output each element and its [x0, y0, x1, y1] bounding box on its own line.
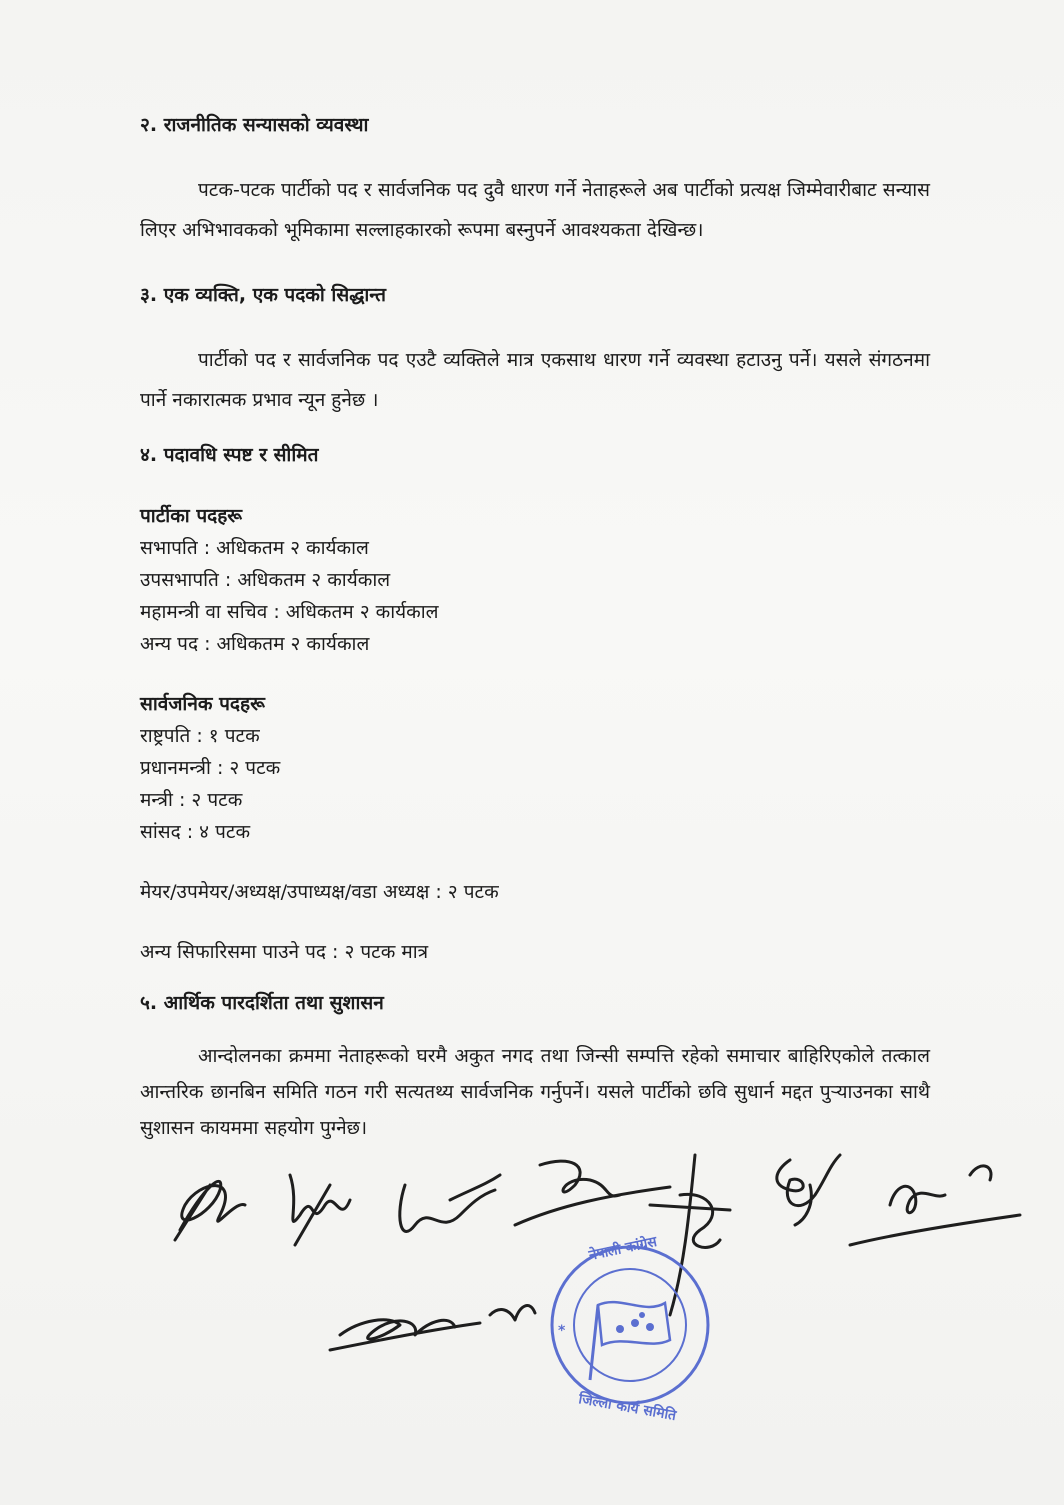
signature-area	[150, 1145, 1050, 1505]
section-5-heading: ५. आर्थिक पारदर्शिता तथा सुशासन	[140, 992, 384, 1014]
signature-1	[175, 1181, 245, 1240]
section-5-paragraph: आन्दोलनका क्रममा नेताहरूको घरमै अकुत नगद तथा जिन्सी सम्पत्ति रहेको समाचार बाहिरिएकोले तत्काल आन्तरिक छानबिन समिति गठन गरी सत्यतथ्य सार्वजनिक गर्नुपर्ने। यसले पार्टीको छवि सुधार्न मद्दत पुऱ्याउनका साथै सुशासन कायममा सहयोग पुग्नेछ।	[140, 1045, 930, 1139]
section-2-paragraph: पटक-पटक पार्टीको पद र सार्वजनिक पद दुवै धारण गर्ने नेताहरूले अब पार्टीको प्रत्यक्ष जिम्मेवारीबाट सन्यास लिएर अभिभावकको भूमिकामा सल्लाहकारको रूपमा बस्नुपर्ने आवश्यकता देखिन्छ।	[140, 179, 930, 241]
signature-8	[330, 1306, 535, 1350]
public-posts-title: सार्वजनिक पदहरू	[140, 693, 265, 715]
document-body	[140, 108, 930, 1146]
list-item: अन्य पद : अधिकतम २ कार्यकाल	[140, 633, 370, 655]
section-2-heading: २. राजनीतिक सन्यासको व्यवस्था	[140, 114, 369, 136]
list-item: राष्ट्रपति : १ पटक	[140, 725, 260, 747]
signature-3	[400, 1175, 500, 1231]
list-item: सभापति : अधिकतम २ कार्यकाल	[140, 537, 369, 559]
section-3-paragraph: पार्टीको पद र सार्वजनिक पद एउटै व्यक्तिले मात्र एकसाथ धारण गर्ने व्यवस्था हटाउनु पर्ने। यसले संगठनमा पार्ने नकारात्मक प्रभाव न्यून हुनेछ ।	[140, 349, 930, 411]
party-posts-title: पार्टीका पदहरू	[140, 505, 243, 527]
list-item: सांसद : ४ पटक	[140, 821, 251, 843]
list-item: उपसभापति : अधिकतम २ कार्यकाल	[140, 569, 391, 591]
seal-top-text: नेपाली कांग्रेस	[587, 1233, 659, 1264]
party-seal	[552, 1233, 708, 1424]
seal-bottom-text: जिल्ला कार्य समिति	[577, 1391, 678, 1425]
party-posts-list	[140, 532, 930, 660]
signature-2	[290, 1175, 350, 1245]
list-item: मन्त्री : २ पटक	[140, 789, 243, 811]
signature-7	[850, 1166, 1020, 1245]
section-3-heading: ३. एक व्यक्ति, एक पदको सिद्धान्त	[140, 284, 386, 306]
signature-4	[515, 1161, 670, 1225]
other-posts-line: अन्य सिफारिसमा पाउने पद : २ पटक मात्र	[140, 941, 429, 963]
svg-text:*: *	[558, 1323, 566, 1339]
public-posts-list	[140, 720, 930, 848]
signature-6	[777, 1155, 840, 1225]
section-4-heading: ४. पदावधि स्पष्ट र सीमित	[140, 444, 319, 466]
signature-5	[650, 1155, 730, 1315]
local-posts-line: मेयर/उपमेयर/अध्यक्ष/उपाध्यक्ष/वडा अध्यक्ष : २ पटक	[140, 881, 499, 903]
list-item: महामन्त्री वा सचिव : अधिकतम २ कार्यकाल	[140, 601, 439, 623]
signatures-drawing	[150, 1145, 1050, 1505]
list-item: प्रधानमन्त्री : २ पटक	[140, 757, 281, 779]
